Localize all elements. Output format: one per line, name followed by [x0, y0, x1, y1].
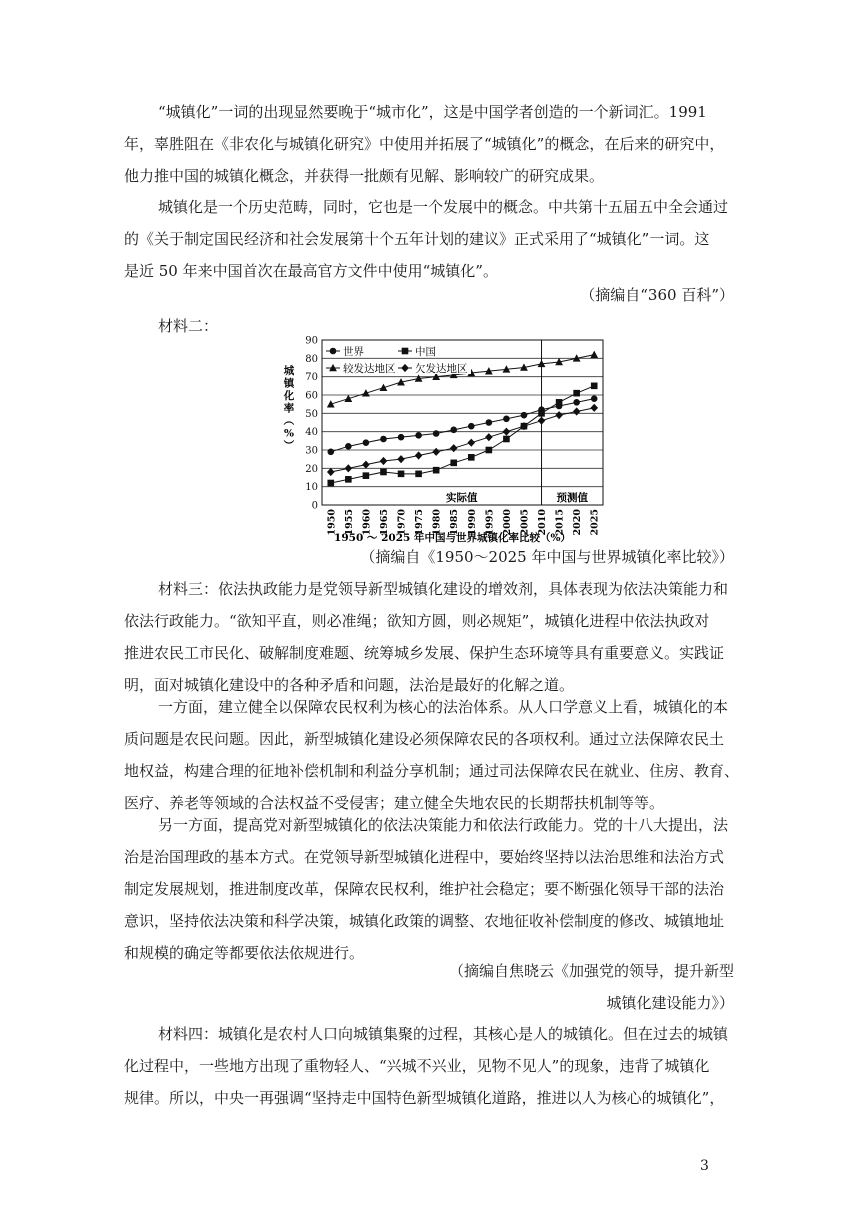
data-point — [468, 423, 475, 430]
text-line: 治是治国理政的基本方式。在党领导新型城镇化进程中，要始终坚持以法治思维和法治方式 — [124, 848, 725, 866]
x-tick-label: 2025 — [589, 509, 601, 536]
text-line: 化过程中，一些地方出现了重物轻人、“兴城不兴业，见物不见人”的现象，违背了城镇化 — [124, 1057, 710, 1075]
chart-source-citation: （摘编自《1950～2025 年中国与世界城镇化率比较》） — [360, 548, 734, 566]
material3-paragraph-1 — [124, 573, 736, 701]
y-tick-label: 50 — [305, 408, 318, 420]
text-line: 的《关于制定国民经济和社会发展第十个五年计划的建议》正式采用了“城镇化”一词。这 — [124, 230, 710, 248]
text-line: 是近 50 年来中国首次在最高官方文件中使用“城镇化”。 — [124, 262, 498, 280]
chart-legend — [326, 345, 471, 375]
y-axis-label-char: 率 — [283, 402, 295, 415]
text-line: 一方面，建立健全以保障农民权利为核心的法治体系。从人口学意义上看，城镇化的本 — [158, 698, 729, 716]
legend-label: 世界 — [343, 346, 364, 358]
legend-label: 较发达地区 — [343, 363, 396, 375]
y-axis-label-char: ） — [282, 439, 294, 451]
data-point — [398, 471, 405, 478]
data-point — [380, 436, 387, 443]
data-point — [538, 417, 546, 425]
text-line: 年，辜胜阻在《非农化与城镇化研究》中使用并拓展了“城镇化”的概念，在后来的研究中， — [124, 135, 725, 153]
text-line: 规律。所以，中央一再强调“坚持走中国特色新型城镇化道路，推进以人为核心的城镇化”， — [124, 1089, 725, 1107]
data-point — [485, 433, 493, 441]
data-point — [415, 451, 423, 459]
source-citation: （摘编自焦晓云《加强党的领导，提升新型 — [448, 962, 734, 980]
data-point — [591, 383, 598, 390]
intro-paragraph-1 — [124, 96, 736, 192]
y-tick-label: 0 — [311, 500, 318, 512]
x-tick-label: 1990 — [466, 509, 478, 536]
data-point — [590, 404, 598, 412]
data-point — [397, 455, 405, 463]
y-tick-label: 80 — [305, 353, 318, 365]
data-point — [432, 448, 440, 456]
data-point — [362, 461, 370, 469]
material3-paragraph-3 — [124, 809, 736, 969]
data-point — [345, 476, 352, 483]
data-point — [468, 454, 475, 461]
data-point — [573, 407, 581, 415]
x-tick-label: 1950 — [326, 509, 338, 536]
x-tick-label: 2015 — [554, 509, 566, 536]
chart-title: 1950 ～ 2025 年中国与世界城镇化率比较（%） — [334, 532, 571, 544]
data-point — [415, 432, 422, 439]
x-tick-label: 1955 — [343, 509, 355, 536]
page-number: 3 — [700, 1158, 709, 1174]
region-label-actual: 实际值 — [446, 492, 478, 504]
x-tick-label: 2005 — [519, 509, 531, 536]
data-point — [345, 464, 353, 472]
text-line: 依法行政能力。“欲知平直，则必准绳；欲知方圆，则必规矩”，城镇化进程中依法执政对 — [124, 612, 710, 630]
series-line — [331, 399, 594, 452]
data-point — [573, 399, 580, 406]
data-point — [573, 390, 580, 397]
text-line: 明，面对城镇化建设中的各种矛盾和问题，法治是最好的化解之道。 — [124, 676, 575, 694]
data-point — [486, 419, 493, 426]
series-line — [331, 408, 594, 472]
intro-paragraph-2 — [124, 191, 736, 287]
data-point — [590, 351, 598, 358]
text-line: 他力推中国的城镇化概念，并获得一批颇有见解、影响较广的研究成果。 — [124, 167, 605, 185]
data-point — [503, 436, 510, 443]
data-point — [433, 430, 440, 437]
legend-label: 中国 — [415, 346, 436, 358]
data-point — [467, 439, 475, 447]
text-line: 质问题是农民问题。因此，新型城镇化建设必须保障农民的各项权利。通过立法保障农民土 — [124, 730, 725, 748]
y-tick-label: 40 — [305, 427, 318, 439]
data-point — [556, 399, 563, 406]
y-tick-label: 10 — [305, 482, 318, 494]
x-tick-label: 2020 — [572, 509, 584, 536]
text-line: 地权益，构建合理的征地补偿机制和利益分享机制；通过司法保障农民在就业、住房、教育、 — [124, 762, 740, 780]
urbanization-line-chart — [270, 330, 606, 546]
data-point — [327, 449, 334, 456]
y-tick-label: 90 — [305, 335, 318, 347]
data-point — [415, 471, 422, 478]
y-tick-label: 30 — [305, 445, 318, 457]
text-line: 意识，坚持依法决策和科学决策，城镇化政策的调整、农地征收补偿制度的修改、城镇地址 — [124, 912, 725, 930]
data-point — [450, 460, 457, 467]
data-point — [345, 443, 352, 450]
text-line: 制定发展规划，推进制度改革，保障农民权利，维护社会稳定；要不断强化领导干部的法治 — [124, 880, 725, 898]
data-point — [433, 467, 440, 474]
data-point — [503, 428, 511, 436]
text-line: 医疗、养老等领域的合法权益不受侵害；建立健全失地农民的长期帮扶机制等等。 — [124, 794, 665, 812]
data-point — [398, 434, 405, 441]
x-tick-label: 1970 — [396, 509, 408, 536]
x-tick-label: 1980 — [431, 509, 443, 536]
data-point — [591, 395, 598, 402]
y-axis-label-char: 镇 — [283, 377, 295, 390]
text-line: 推进农民工市民化、破解制度难题、统筹城乡发展、保护生态环境等具有重要意义。实践证 — [124, 644, 725, 662]
data-point — [380, 469, 387, 476]
legend-marker — [330, 348, 337, 355]
data-point — [380, 457, 388, 465]
data-point — [503, 416, 510, 423]
y-tick-label: 20 — [305, 463, 318, 475]
x-tick-label: 2000 — [501, 509, 513, 536]
x-tick-label: 1995 — [484, 509, 496, 536]
region-label-forecast: 预测值 — [556, 492, 589, 504]
data-point — [327, 480, 334, 487]
y-tick-label: 60 — [305, 390, 318, 402]
x-tick-label: 2010 — [537, 509, 549, 536]
data-point — [555, 411, 563, 419]
material4-paragraph — [124, 1018, 736, 1114]
text-line: 和规模的确定等都要依法依规进行。 — [124, 944, 365, 962]
material3-paragraph-2 — [124, 691, 740, 819]
text-line: 城镇化是一个历史范畴，同时，它也是一个发展中的概念。中共第十五届五中全会通过 — [158, 198, 729, 216]
x-tick-label: 1965 — [378, 509, 390, 536]
y-axis-label-char: % — [284, 427, 294, 440]
y-tick-label: 70 — [305, 372, 318, 384]
data-point — [363, 439, 370, 446]
y-axis-label-char: 化 — [283, 390, 295, 402]
x-tick-label: 1985 — [449, 509, 461, 536]
text-line: 另一方面，提高党对新型城镇化的依法决策能力和依法行政能力。党的十八大提出，法 — [158, 816, 729, 834]
data-point — [538, 410, 545, 417]
legend-label: 欠发达地区 — [415, 363, 468, 375]
source-citation: （摘编自“360 百科”） — [580, 286, 734, 304]
x-tick-label: 1975 — [414, 509, 426, 536]
legend-marker — [402, 348, 409, 355]
data-point — [486, 447, 493, 454]
data-point — [327, 468, 335, 476]
text-line: 材料三：依法执政能力是党领导新型城镇化建设的增效剂，具体表现为依法决策能力和 — [158, 580, 729, 598]
x-tick-label: 1960 — [361, 509, 373, 536]
data-point — [363, 472, 370, 479]
text-line: “城镇化”一词的出现显然要晚于“城市化”，这是中国学者创造的一个新词汇。1991 — [158, 103, 707, 121]
y-axis-label-char: 城 — [283, 365, 295, 377]
y-axis-label-char: （ — [282, 414, 294, 426]
source-citation: 城镇化建设能力》） — [606, 994, 734, 1012]
material-heading: 材料二： — [158, 317, 219, 335]
text-line: 材料四：城镇化是农村人口向城镇集聚的过程，其核心是人的城镇化。但在过去的城镇 — [158, 1025, 729, 1043]
data-point — [450, 427, 457, 434]
data-point — [450, 444, 458, 452]
data-point — [521, 412, 528, 419]
